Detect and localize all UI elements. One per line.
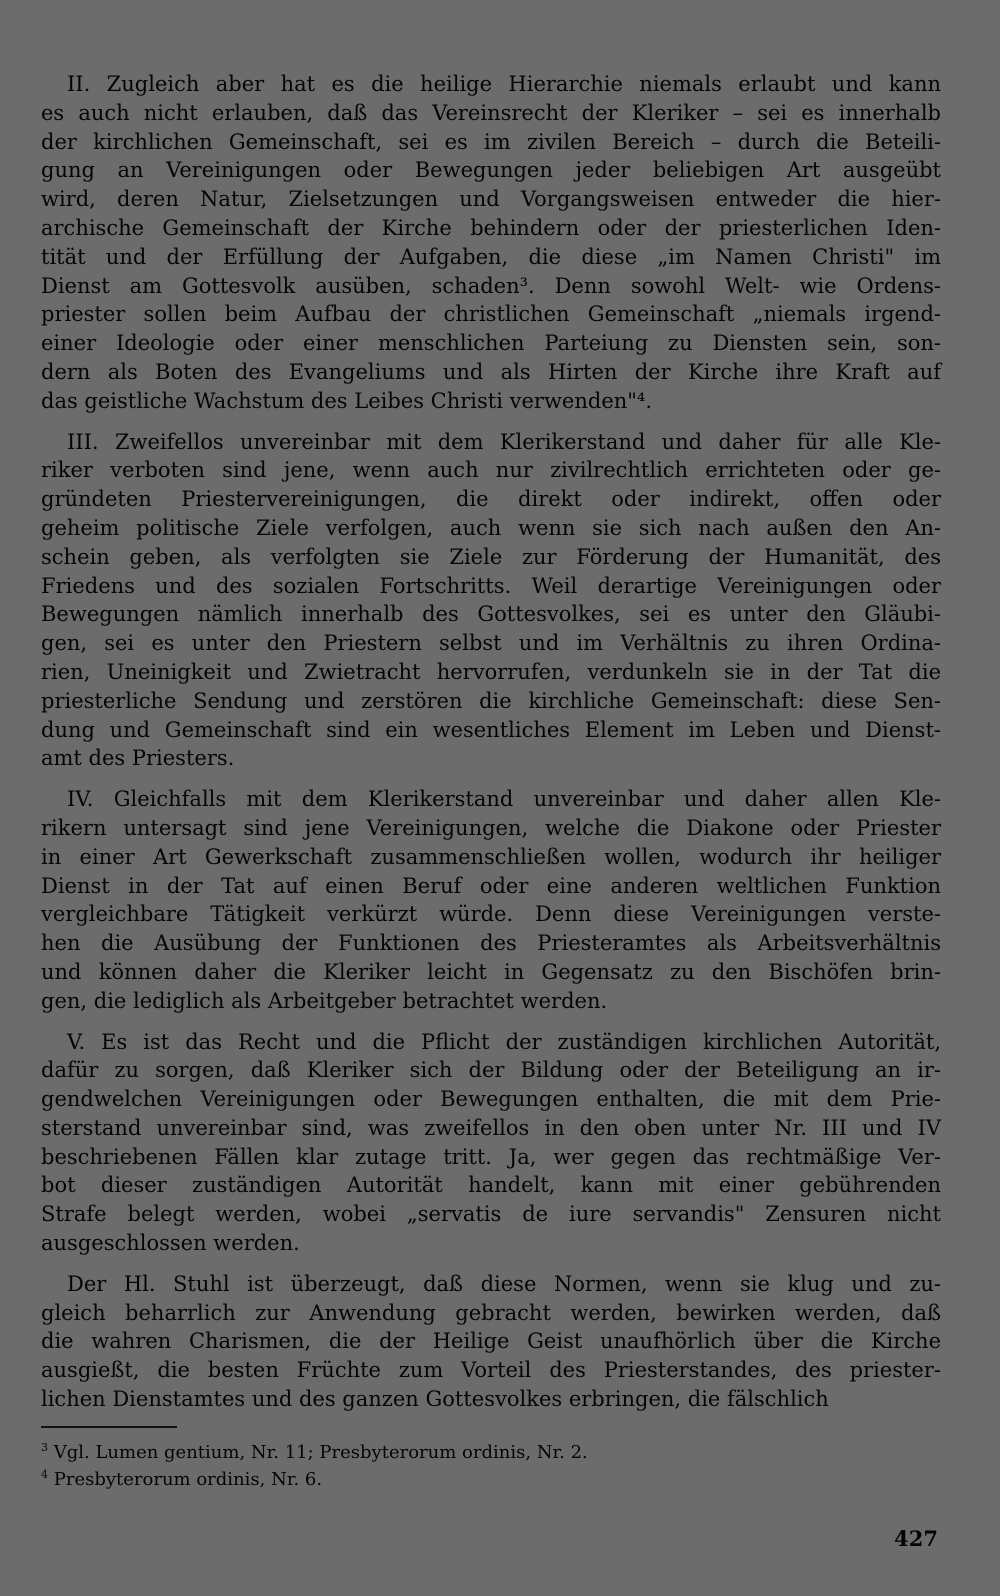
text-line: vergleichbare Tätigkeit verkürzt würde. Denn diese Vereinigungen verste- — [41, 902, 941, 927]
text-line: Dienst in der Tat auf einen Beruf oder eine anderen weltlichen Funktion — [41, 873, 941, 898]
page-number: 427 — [894, 1526, 938, 1551]
text-line: ausgießt, die besten Früchte zum Vorteil des Priesterstandes, des priester- — [41, 1358, 941, 1383]
text-line: rikern untersagt sind jene Vereinigungen, welche die Diakone oder Priester — [41, 815, 941, 840]
text-line: schein geben, als verfolgten sie Ziele zur Förderung der Humanität, des — [41, 544, 941, 569]
text-line: ausgeschlossen werden. — [41, 1231, 300, 1256]
text-line: V. Es ist das Recht und die Pflicht der zuständigen kirchlichen Autorität, — [67, 1029, 941, 1054]
text-line: gendwelchen Vereinigungen oder Bewegungen enthalten, die mit dem Prie- — [41, 1087, 941, 1112]
text-line: Bewegungen nämlich innerhalb des Gottesvolkes, sei es unter den Gläubi- — [41, 602, 941, 627]
footnote-mark: 4 — [41, 1468, 48, 1481]
text-line: das geistliche Wachstum des Leibes Christi verwenden"⁴. — [41, 388, 653, 413]
text-line: dern als Boten des Evangeliums und als Hirten der Kirche ihre Kraft auf — [41, 359, 941, 384]
text-line: die wahren Charismen, die der Heilige Geist unaufhörlich über die Kirche — [41, 1329, 941, 1354]
footnote-text: Presbyterorum ordinis, Nr. 6. — [53, 1469, 323, 1490]
paragraph — [41, 1028, 941, 1258]
text-line: Strafe belegt werden, wobei „servatis de iure servandis" Zensuren nicht — [41, 1202, 941, 1227]
footnote-mark: 3 — [41, 1441, 48, 1454]
footnote — [41, 1439, 941, 1466]
text-line: IV. Gleichfalls mit dem Klerikerstand unvereinbar und daher allen Kle- — [67, 787, 941, 812]
text-line: wird, deren Natur, Zielsetzungen und Vorgangsweisen entweder die hier- — [41, 187, 941, 212]
paragraph — [41, 428, 941, 774]
text-line: Dienst am Gottesvolk ausüben, schaden³. Denn sowohl Welt- wie Ordens- — [41, 273, 941, 298]
paragraph — [41, 785, 941, 1015]
text-line: gen, sei es unter den Priestern selbst und im Verhältnis zu ihren Ordina- — [41, 631, 941, 656]
footnote-text: Vgl. Lumen gentium, Nr. 11; Presbyterorum ordinis, Nr. 2. — [53, 1442, 588, 1463]
text-line: in einer Art Gewerkschaft zusammenschließen wollen, wodurch ihr heiliger — [41, 844, 941, 869]
main-text — [41, 70, 941, 1426]
text-line: bot dieser zuständigen Autorität handelt, kann mit einer gebührenden — [41, 1173, 941, 1198]
text-line: rien, Uneinigkeit und Zwietracht hervorrufen, verdunkeln sie in der Tat die — [41, 659, 941, 684]
text-line: Der Hl. Stuhl ist überzeugt, daß diese Normen, wenn sie klug und zu- — [67, 1271, 941, 1296]
text-line: einer Ideologie oder einer menschlichen Parteiung zu Diensten sein, son- — [41, 331, 941, 356]
text-line: II. Zugleich aber hat es die heilige Hierarchie niemals erlaubt und kann — [67, 72, 941, 96]
text-line: beschriebenen Fällen klar zutage tritt. Ja, wer gegen das rechtmäßige Ver- — [41, 1144, 941, 1169]
text-line: lichen Dienstamtes und des ganzen Gottesvolkes erbringen, die fälschlich — [41, 1387, 829, 1412]
text-line: archische Gemeinschaft der Kirche behindern oder der priesterlichen Iden- — [41, 215, 941, 240]
text-line: riker verboten sind jene, wenn auch nur zivilrechtlich errichteten oder ge- — [41, 458, 941, 483]
text-line: dafür zu sorgen, daß Kleriker sich der Bildung oder der Beteiligung an ir- — [41, 1058, 941, 1083]
paragraph — [41, 1270, 941, 1414]
text-line: hen die Ausübung der Funktionen des Priesteramtes als Arbeitsverhältnis — [41, 931, 941, 956]
text-line: Friedens und des sozialen Fortschritts. Weil derartige Vereinigungen oder — [41, 573, 941, 598]
text-line: gung an Vereinigungen oder Bewegungen jeder beliebigen Art ausgeübt — [41, 158, 941, 183]
text-line: amt des Priesters. — [41, 746, 235, 771]
text-line: es auch nicht erlauben, daß das Vereinsrecht der Kleriker – sei es innerhalb — [41, 100, 941, 125]
paragraph — [41, 70, 941, 416]
text-line: tität und der Erfüllung der Aufgaben, die diese „im Namen Christi" im — [41, 244, 941, 269]
text-line: III. Zweifellos unvereinbar mit dem Klerikerstand und daher für alle Kle- — [67, 429, 941, 454]
footnote — [41, 1466, 941, 1493]
text-line: geheim politische Ziele verfolgen, auch wenn sie sich nach außen den An- — [41, 515, 941, 540]
text-line: und können daher die Kleriker leicht in Gegensatz zu den Bischöfen brin- — [41, 959, 941, 984]
text-line: sterstand unvereinbar sind, was zweifellos in den oben unter Nr. III und IV — [41, 1115, 941, 1140]
text-line: gleich beharrlich zur Anwendung gebracht werden, bewirken werden, daß — [41, 1300, 941, 1325]
text-line: gen, die lediglich als Arbeitgeber betrachtet werden. — [41, 988, 608, 1013]
text-line: der kirchlichen Gemeinschaft, sei es im zivilen Bereich – durch die Beteili- — [41, 129, 941, 154]
text-line: dung und Gemeinschaft sind ein wesentliches Element im Leben und Dienst- — [41, 717, 941, 742]
footnotes — [41, 1439, 941, 1493]
footnote-separator — [41, 1426, 177, 1428]
text-line: priesterliche Sendung und zerstören die kirchliche Gemeinschaft: diese Sen- — [41, 688, 941, 713]
text-line: gründeten Priestervereinigungen, die direkt oder indirekt, offen oder — [41, 487, 941, 512]
text-line: priester sollen beim Aufbau der christlichen Gemeinschaft „niemals irgend- — [41, 302, 941, 327]
